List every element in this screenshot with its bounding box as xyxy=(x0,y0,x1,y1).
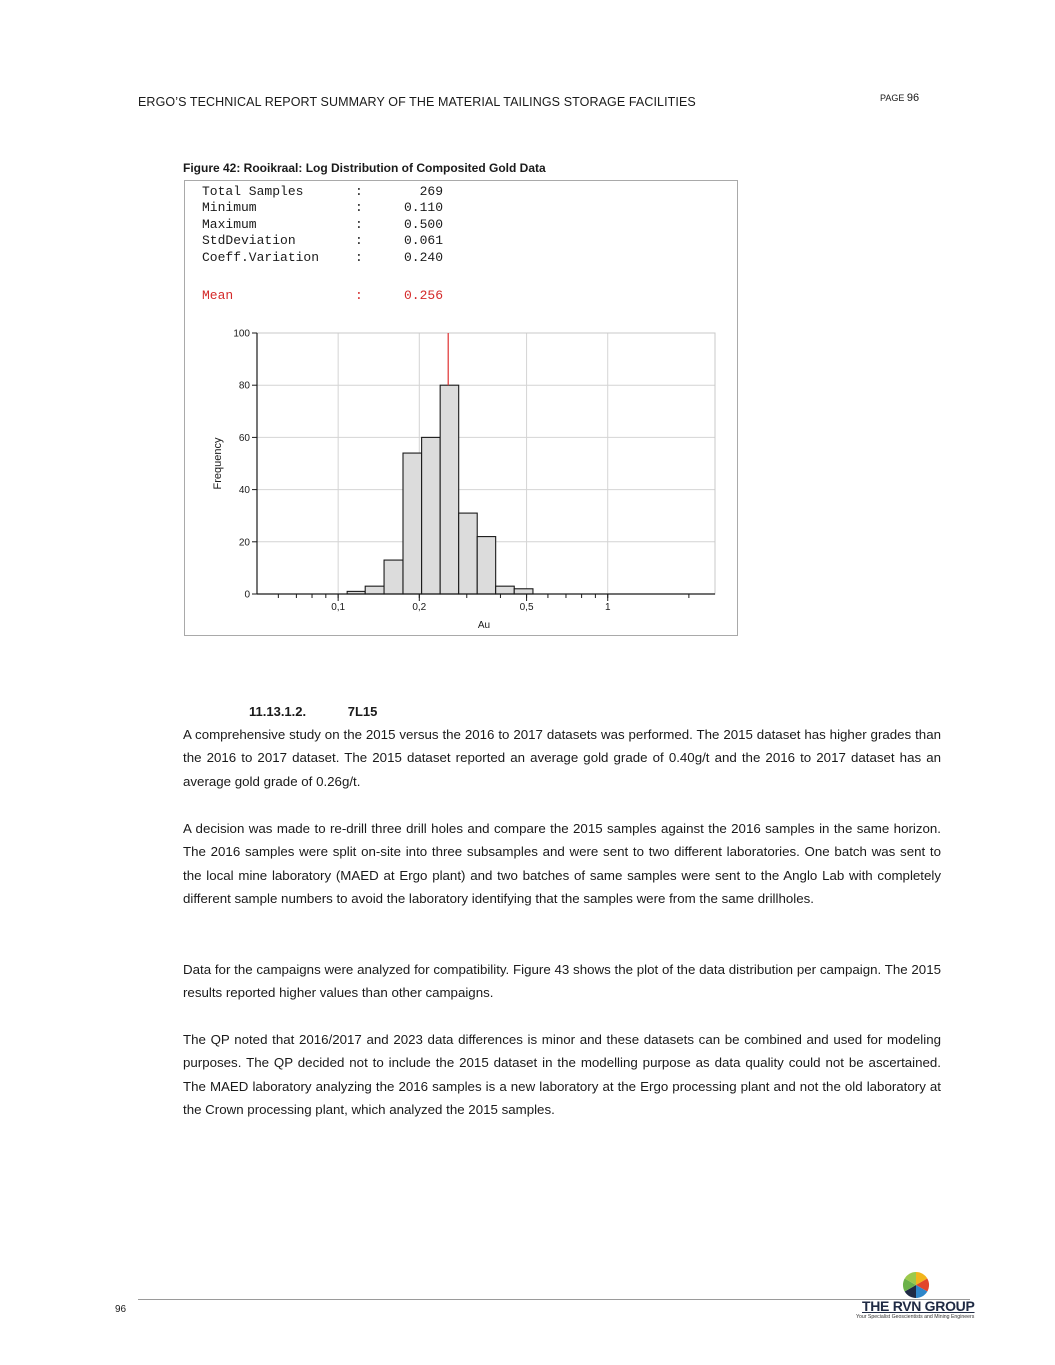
footer-rule xyxy=(138,1299,970,1300)
paragraph: A decision was made to re-drill three drill holes and compare the 2015 samples against the 2016 samples in the same horizon. The 2016 samples were split on-site into three subsamples and were sent to two different laboratories. One batch was sent to the local mine laboratory (MAED at Ergo plant) and two batches of same samples were sent to the Anglo Lab with completely different sample numbers to avoid the laboratory identifying that the samples were from the same drillholes. xyxy=(183,821,941,907)
paragraph: A comprehensive study on the 2015 versus the 2016 to 2017 datasets was performed. The 2015 dataset has higher grades than the 2016 to 2017 dataset. The 2015 dataset reported an average gold grade of 0.40g/t and the 2016 to 2017 dataset has an average gold grade of 0.26g/t. xyxy=(183,727,941,789)
histogram-bar xyxy=(422,437,441,594)
logo-name: THE RVN GROUP xyxy=(862,1298,975,1314)
figure-caption: Figure 42: Rooikraal: Log Distribution of Composited Gold Data xyxy=(183,161,546,175)
x-tick-label: 0,1 xyxy=(331,602,346,613)
section-heading xyxy=(249,704,377,719)
logo-pie-icon xyxy=(856,1270,976,1300)
y-tick-label: 0 xyxy=(244,589,250,601)
y-tick-label: 20 xyxy=(238,537,250,549)
histogram-bar xyxy=(384,560,403,594)
y-tick-label: 100 xyxy=(233,328,250,340)
page-header-title: ERGO’S TECHNICAL REPORT SUMMARY OF THE MATERIAL TAILINGS STORAGE FACILITIES xyxy=(138,95,696,109)
section-number: 11.13.1.2. xyxy=(249,704,307,719)
x-tick-label: 1 xyxy=(604,602,611,613)
paragraph: Data for the campaigns were analyzed for compatibility. Figure 43 shows the plot of the data distribution per campaign. The 2015 results reported higher values than other campaigns. xyxy=(183,962,941,1001)
stat-label: Total Samples xyxy=(202,184,304,199)
paragraph: The QP noted that 2016/2017 and 2023 data differences is minor and these datasets can be combined and used for modeling purposes. The QP decided not to include the 2015 dataset in the modelling purpose as data quality could not be ascertained. The MAED laboratory analyzing the 2016 samples is a new laboratory at the Ergo processing plant and not the old laboratory at the Crown processing plant, which analyzed the 2015 samples. xyxy=(183,1032,941,1118)
histogram-bar xyxy=(365,586,384,594)
section-title: 7L15 xyxy=(347,704,378,719)
footer-page-number: 96 xyxy=(115,1304,127,1315)
histogram-bar xyxy=(496,586,515,594)
stat-separator: : xyxy=(355,287,363,303)
rvn-logo xyxy=(856,1270,976,1325)
stat-label: Minimum xyxy=(202,200,257,216)
x-axis-label: Au xyxy=(477,620,491,631)
stat-value: 0.061 xyxy=(403,233,443,249)
stat-separator: : xyxy=(355,249,363,265)
y-tick-label: 80 xyxy=(238,380,250,392)
stat-value: 0.240 xyxy=(403,249,443,265)
histogram-bar xyxy=(477,537,495,594)
histogram-bar xyxy=(459,513,478,594)
page-header-number xyxy=(880,92,919,104)
x-tick-label: 0,5 xyxy=(519,602,534,613)
page-number: 96 xyxy=(906,92,920,104)
y-tick-label: 40 xyxy=(238,485,250,497)
x-tick-label: 0,2 xyxy=(412,602,427,613)
histogram-chart xyxy=(185,181,737,635)
stat-label: Coeff.Variation xyxy=(202,249,320,265)
stat-label: Mean xyxy=(202,287,234,303)
page-prefix: PAGE xyxy=(880,93,905,103)
y-axis-label: Frequency xyxy=(212,437,224,490)
stat-label: StdDeviation xyxy=(202,233,296,249)
stat-separator: : xyxy=(355,200,363,216)
stat-value: 0.500 xyxy=(403,216,443,232)
stat-separator: : xyxy=(355,216,363,232)
figure-box xyxy=(184,180,738,636)
histogram-bar xyxy=(514,589,533,594)
stat-value: 269 xyxy=(419,184,443,199)
histogram-bar xyxy=(403,453,422,594)
histogram-bar xyxy=(440,385,459,594)
stat-label: Maximum xyxy=(202,216,257,232)
logo-tagline: Your Specialist Geoscientists and Mining Engineers xyxy=(856,1314,975,1320)
stat-separator: : xyxy=(355,233,363,249)
stat-value: 0.110 xyxy=(403,200,443,216)
stat-separator: : xyxy=(355,184,363,199)
y-tick-label: 60 xyxy=(238,432,250,444)
stat-value: 0.256 xyxy=(403,287,443,303)
